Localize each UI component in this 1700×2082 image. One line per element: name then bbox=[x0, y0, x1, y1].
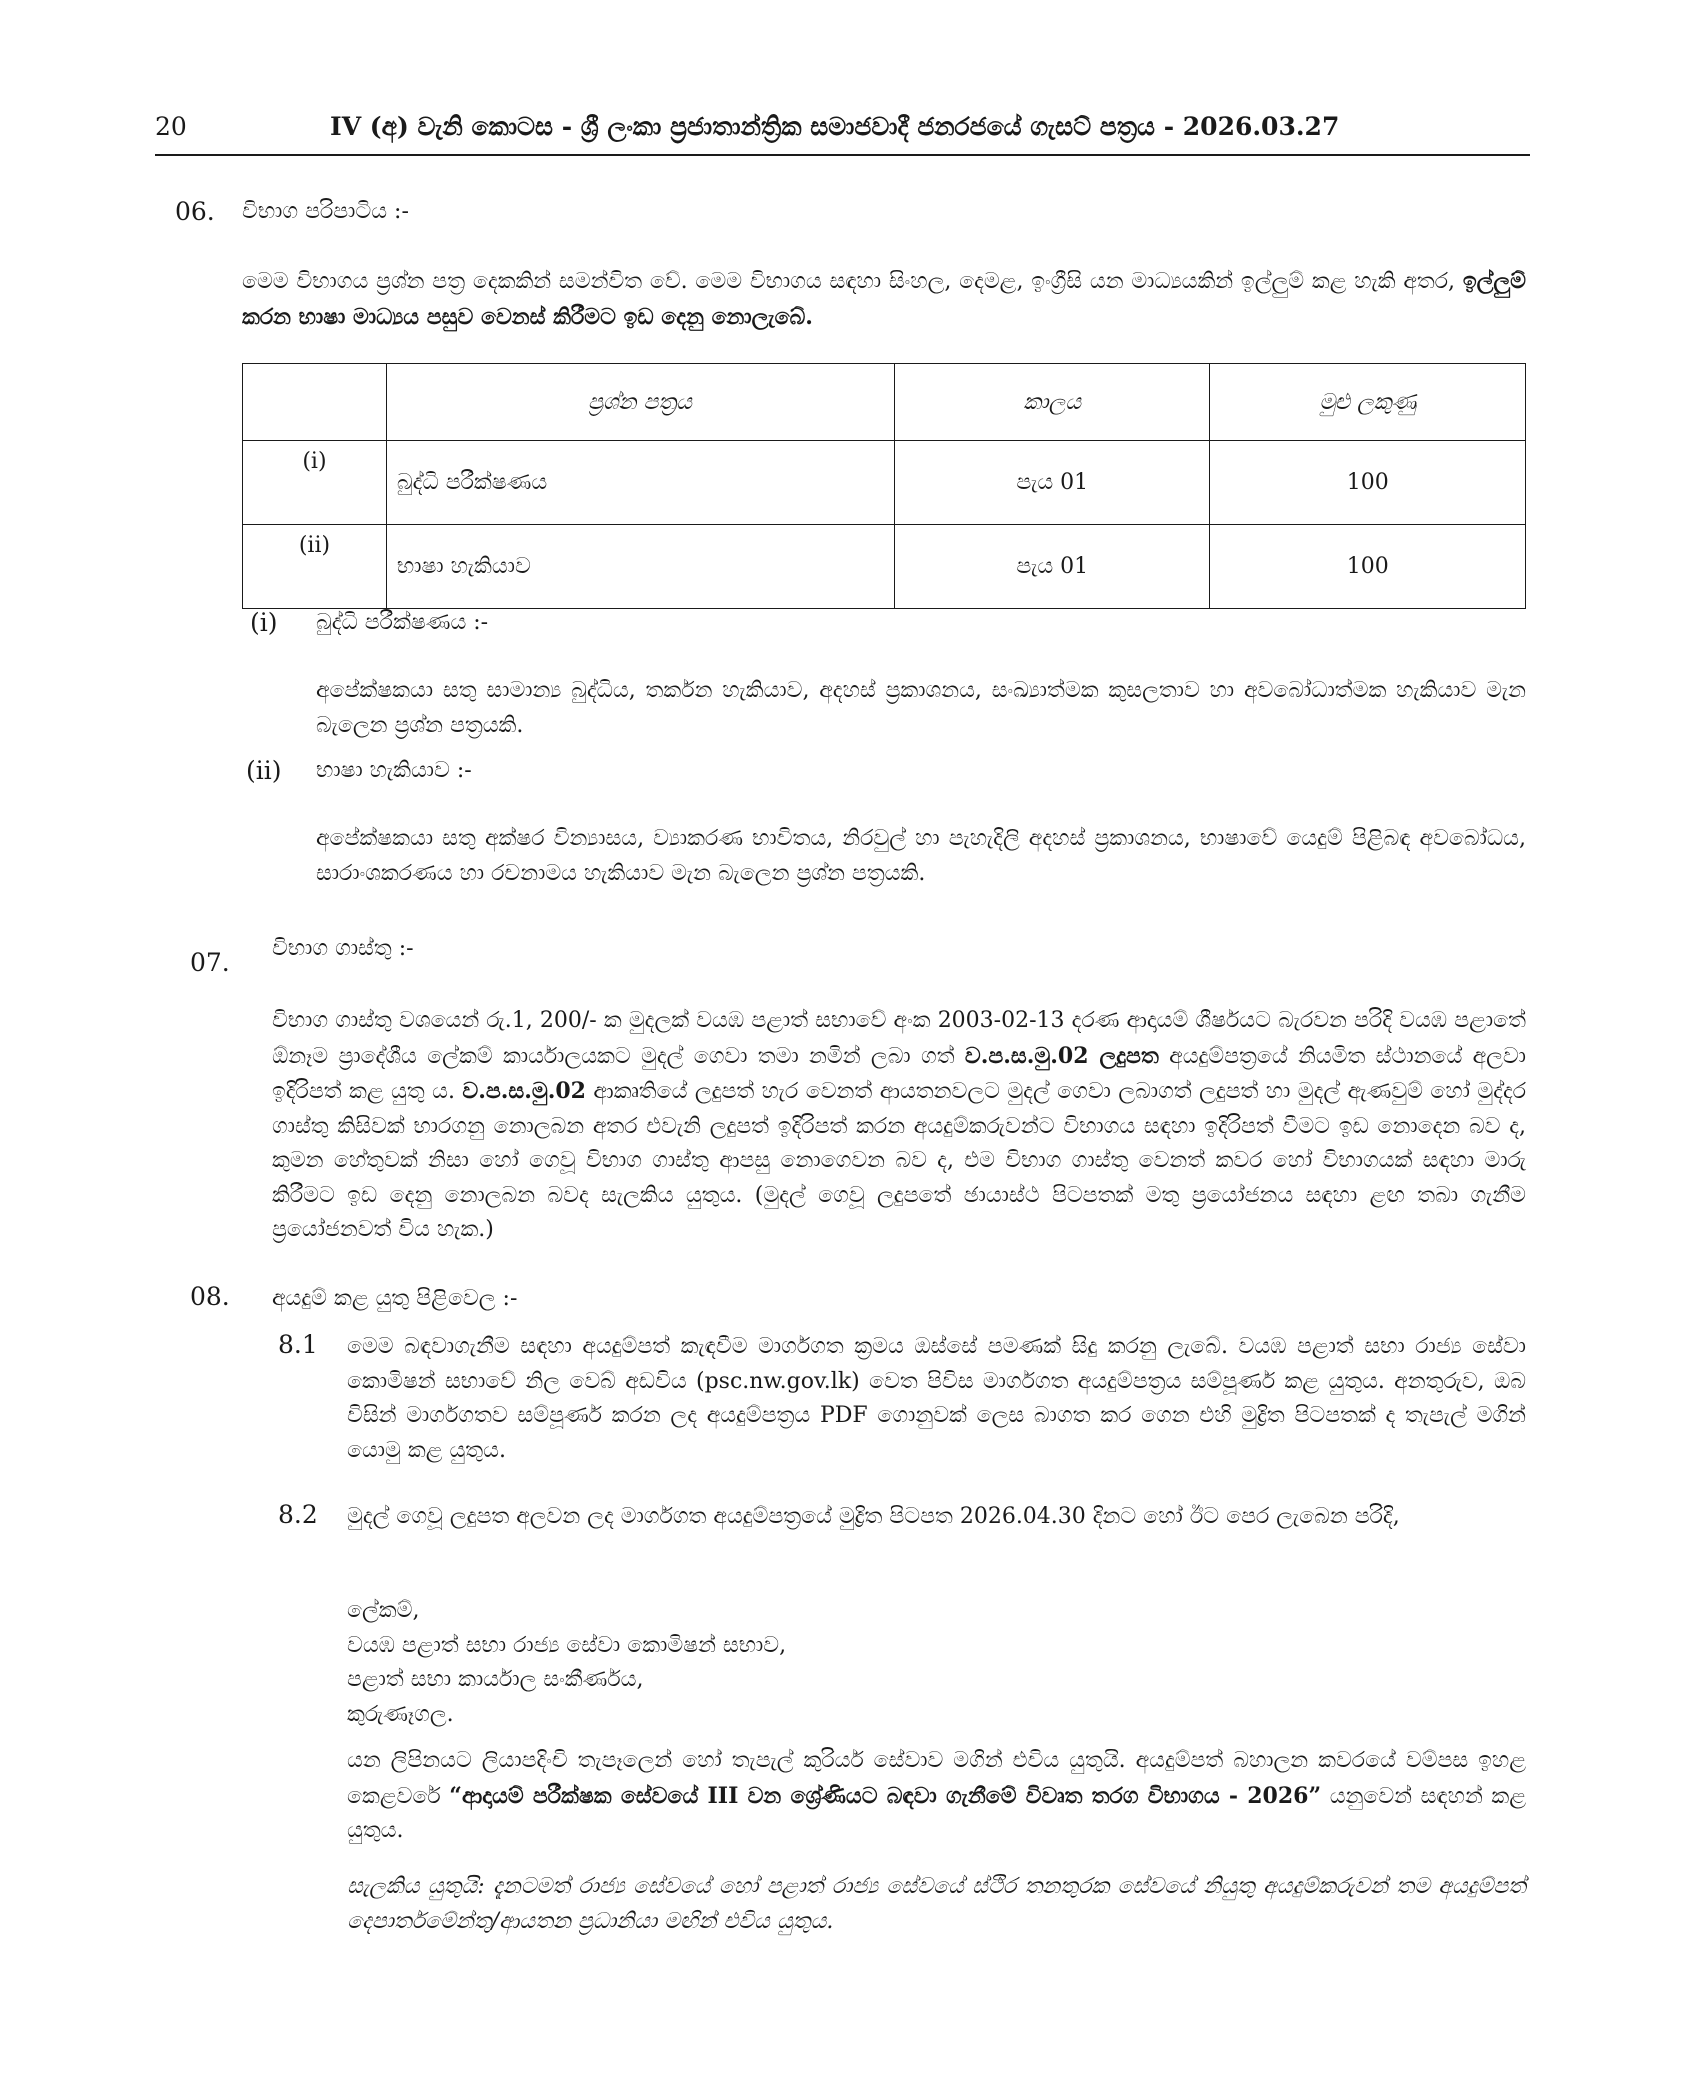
subsection-ii-index: (ii) bbox=[246, 756, 282, 785]
table-cell-marks: 100 bbox=[1210, 441, 1526, 525]
section-07-heading: විභාග ගාස්තු :- bbox=[272, 936, 414, 961]
section-08-heading: අයදුම් කළ යුතු පිළිවෙල :- bbox=[272, 1286, 518, 1311]
posting-instructions bbox=[347, 1744, 1526, 1849]
table-header-cell bbox=[243, 364, 387, 441]
subsection-i-text: අපේක්ෂකයා සතු සාමාන්‍ය බුද්ධිය, තර්කන හැකියාව, අදහස් ප්‍රකාශනය, සංඛ්‍යාත්මක කුසලතාව හා අවබෝධාත්මක හැකියාව මැන බැලෙන ප්‍රශ්න පත්‍රයකි. bbox=[316, 678, 1526, 738]
subsection-ii-text: අපේක්ෂකයා සතු අක්ෂර වින්‍යාසය, ව්‍යාකරණ භාවිතය, නිරවුල් හා පැහැදිලි අදහස් ප්‍රකාශනය, භාෂාවේ යෙදුම් පිළිබඳ අවබෝධය, සාරාංශකරණය හා රචනාමය හැකියාව මැන බැලෙන ප්‍රශ්න පත්‍රයකි. bbox=[316, 826, 1526, 886]
table-cell-time: පැය 01 bbox=[895, 441, 1210, 525]
table-cell-index: (i) bbox=[243, 441, 387, 525]
fee-text-2: අයදුම්පත්‍රයේ නියමිත ස්ථානයේ අලවා ඉදිරිපත් කළ යුතු ය. bbox=[272, 1043, 1526, 1104]
table-cell-time: පැය 01 bbox=[895, 525, 1210, 609]
table-header-cell: මුළු ලකුණු bbox=[1210, 364, 1526, 441]
note-text: සැලකිය යුතුයි: දැනටමත් රාජ්‍ය සේවයේ හෝ පළාත් රාජ්‍ය සේවයේ ස්ථිර තනතුරක සේවයේ නියුතු අයදුම්කරුවන් තම අයදුම්පත් දෙපාර්තමේන්තු/ආයතන ප්‍රධානියා මඟින් එවිය යුතුය. bbox=[347, 1874, 1526, 1934]
table-row bbox=[243, 525, 1526, 609]
fee-receipt-code: ව.ප.ස.මු.02 ලදුපත bbox=[964, 1042, 1159, 1069]
exam-papers-table bbox=[242, 363, 1526, 609]
posting-text: යන ලිපිනයට ලියාපදිංචි තැපෑලෙන් හෝ තැපැල් කුරියර් සේවාව මගින් එවිය යුතුයි. අයදුම්පත් බහාලන කවරයේ වම්පස ඉහළ කෙළවරේ bbox=[347, 1748, 1526, 1809]
table-cell-index: (ii) bbox=[243, 525, 387, 609]
section-07-number: 07. bbox=[190, 948, 230, 977]
subsection-i-index: (i) bbox=[250, 608, 278, 637]
subsection-ii-title: භාෂා හැකියාව :- bbox=[316, 758, 472, 783]
address-line: කුරුණෑගල. bbox=[347, 1701, 454, 1727]
table-header-cell: කාලය bbox=[895, 364, 1210, 441]
section-06-intro bbox=[242, 264, 1526, 335]
postal-address bbox=[347, 1594, 1526, 1732]
address-line: ලේකම්, bbox=[347, 1598, 420, 1623]
section-07-text bbox=[272, 1004, 1526, 1248]
subsection-i-title: බුද්ධි පරීක්ෂණය :- bbox=[316, 610, 489, 635]
fee-text-3: ආකෘතියේ ලදුපත් හැර වෙනත් ආයතනවලට මුදල් ගෙවා ලබාගත් ලදුපත් හා මුදල් ඇණවුම් හෝ මුද්දර ගාස්තු කිසිවක් භාරගනු නොලබන අතර එවැනි ලදුපත් ඉදිරිපත් කරන අයදුම්කරුවන්ට විභාගය සඳහා ඉදිරිපත් වීමට ඉඩ නොදෙන බව ද, කුමන හේතුවක් නිසා හෝ ගෙවූ විභාග ගාස්තු ආපසු නොගෙවන බව ද, එම විභාග ගාස්තු වෙනත් කවර හෝ විභාගයක් සඳහා මාරු කිරීමට ඉඩ දෙනු නොලබන බවද සැලකිය යුතුය. (මුදල් ගෙවූ ලදුපතේ ඡායාස්ථ පිටපතක් මතු ප්‍රයෝජනය සඳහා ළඟ තබා ගැනීම ප්‍රයෝජනවත් විය හැක.) bbox=[272, 1079, 1526, 1242]
section-06-number: 06. bbox=[175, 197, 215, 226]
address-line: පළාත් සභා කාර්යාල සංකීර්ණය, bbox=[347, 1667, 644, 1692]
table-header-row bbox=[243, 364, 1526, 441]
table-header-cell: ප්‍රශ්න පත්‍රය bbox=[386, 364, 894, 441]
gazette-header-title: IV (අ) වැනි කොටස - ශ්‍රී ලංකා ප්‍රජාතාන්ත්‍රික සමාජවාදී ජනරජයේ ගැසට් පත්‍රය - 2026.03.27 bbox=[330, 112, 1340, 141]
address-line: වයඹ පළාත් සභා රාජ්‍ය සේවා කොමිෂන් සභාව, bbox=[347, 1632, 787, 1658]
table-row bbox=[243, 441, 1526, 525]
subsection-8-2-number: 8.2 bbox=[278, 1500, 318, 1529]
header-divider bbox=[155, 154, 1530, 156]
table-cell-marks: 100 bbox=[1210, 525, 1526, 609]
table-cell-paper: බුද්ධි පරීක්ෂණය bbox=[386, 441, 894, 525]
subsection-8-1-number: 8.1 bbox=[278, 1330, 318, 1359]
subsection-8-1-text: මෙම බඳවාගැනීම සඳහා අයදුම්පත් කැඳවීම මාර්ගගත ක්‍රමය ඔස්සේ පමණක් සිදු කරනු ලැබේ. වයඹ පළාත් සභා රාජ්‍ය සේවා කොමිෂන් සභාවේ නිල වෙබ් අඩවිය (psc.nw.gov.lk) වෙත පිවිස මාර්ගගත අයදුම්පත්‍රය සම්පූර්ණ කළ යුතුය. අනතුරුව, ඔබ විසින් මාර්ගගතව සම්පූර්ණ කරන ලද අයදුම්පත්‍රය PDF ගොනුවක් ලෙස බාගත කර ගෙන එහි මුද්‍රිත පිටපතක් ද තැපැල් මගින් යොමු කළ යුතුය. bbox=[347, 1334, 1526, 1463]
section-06-intro-text: මෙම විභාගය ප්‍රශ්න පත්‍ර දෙකකින් සමන්විත වේ. මෙම විභාගය සඳහා සිංහල, දෙමළ, ඉංග්‍රීසි යන මාධ්‍යයකින් ඉල්ලුම් කළ හැකි අතර, bbox=[242, 269, 1456, 294]
section-08-number: 08. bbox=[190, 1282, 230, 1311]
section-06-intro-bold: ඉල්ලුම් කරන භාෂා මාධ්‍යය පසුව වෙනස් කිරීමට ඉඩ දෙනු නොලැබේ. bbox=[242, 268, 1526, 330]
fee-text-1: විභාග ගාස්තු වශයෙන් රු.1, 200/- ක මුදලක් වයඹ පළාත් සභාවේ අංක 2003-02-13 දරණ ආදායම් ශීර්ෂයට බැරවන පරිදි වයඹ පළාතේ ඕනෑම ප්‍රාදේශීය ලේකම් කාර්යාලයකට මුදල් ගෙවා තමා නමින් ලබා ගත් bbox=[272, 1008, 1526, 1069]
table-cell-paper: භාෂා හැකියාව bbox=[386, 525, 894, 609]
subsection-8-2-text: මුදල් ගෙවූ ලදුපත අලවන ලද මාර්ගගත අයදුම්පත්‍රයේ මුද්‍රිත පිටපත 2026.04.30 දිනට හෝ ඊට පෙර ලැබෙන පරිදි, bbox=[347, 1504, 1400, 1529]
envelope-label: “ආදායම් පරීක්ෂක සේවයේ III වන ශ්‍රේණියට බඳවා ගැනීමේ විවෘත තරග විභාගය - 2026” bbox=[449, 1782, 1322, 1809]
posting-text-end: යනුවෙන් සඳහන් කළ යුතුය. bbox=[347, 1783, 1527, 1843]
section-06-heading: විභාග පරිපාටිය :- bbox=[242, 199, 409, 224]
page-number: 20 bbox=[155, 112, 187, 141]
fee-form-code: ව.ප.ස.මු.02 bbox=[462, 1078, 586, 1104]
